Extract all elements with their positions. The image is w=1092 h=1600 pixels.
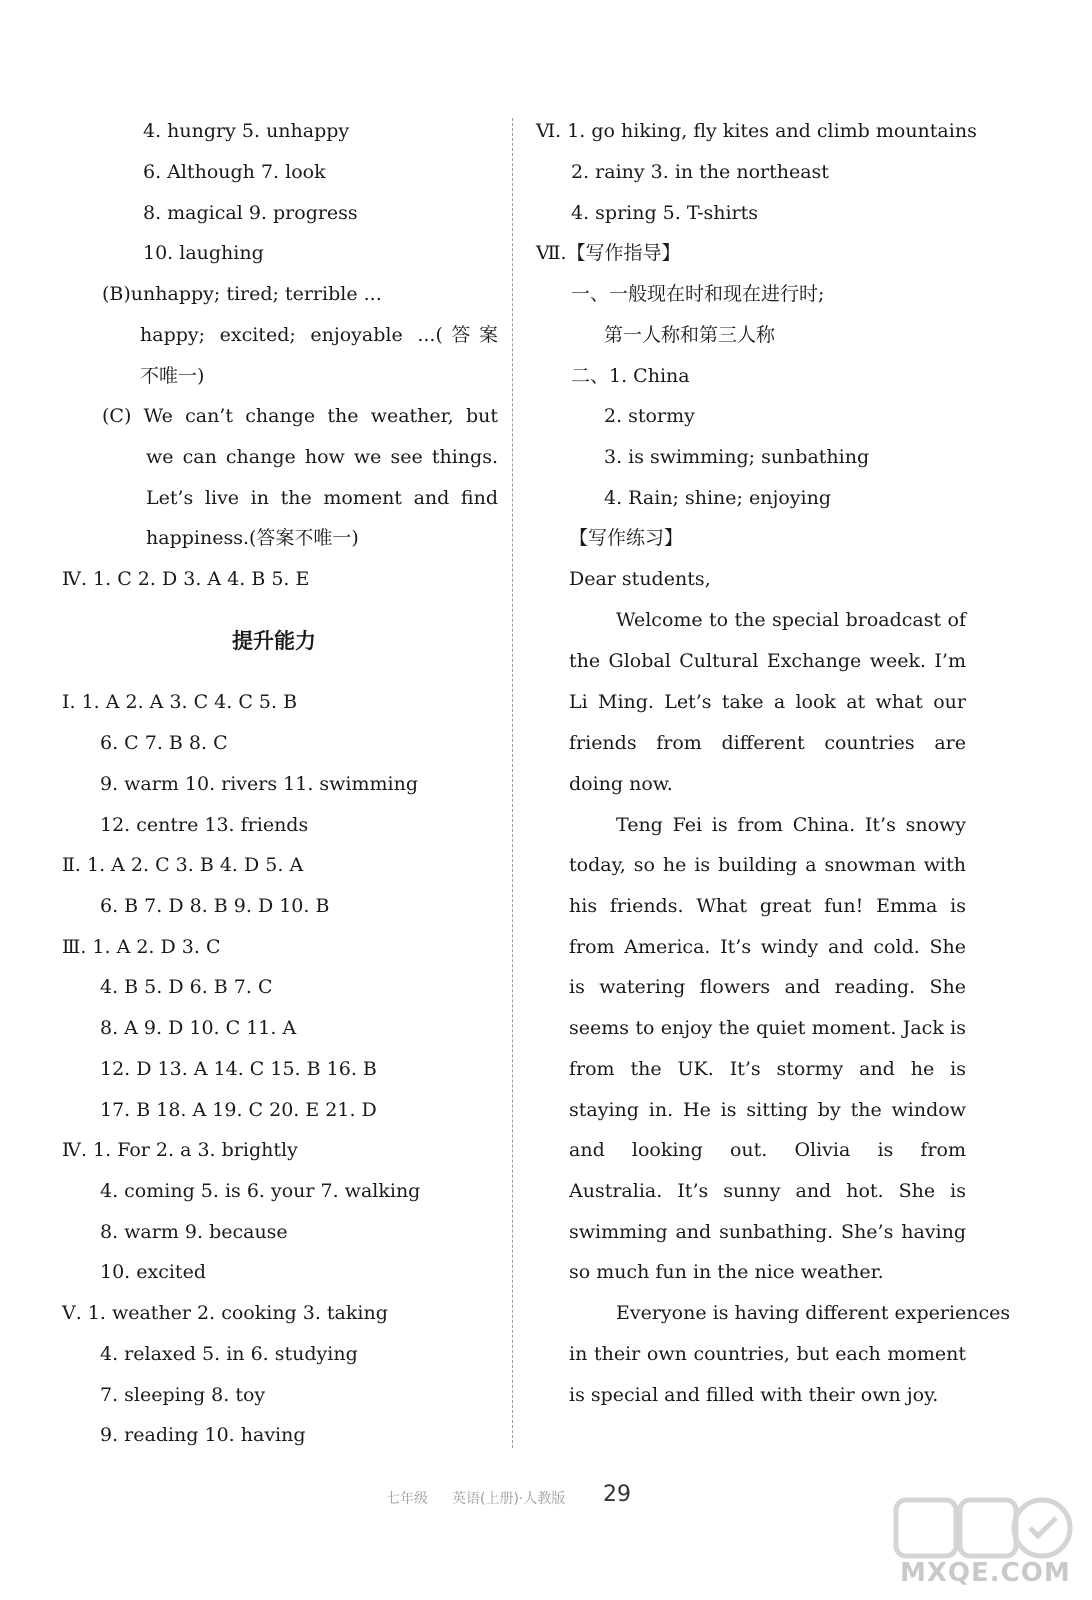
answer-line: 10. excited [100, 1261, 206, 1283]
answer-line: Let’s live in the moment and find [146, 487, 498, 509]
answer-line: happiness.(答案不唯一) [146, 527, 359, 549]
footer-subject: 英语(上册)·人教版 [452, 1491, 566, 1507]
answer-line: 4. spring 5. T-shirts [571, 202, 759, 224]
answer-line: 17. B 18. A 19. C 20. E 21. D [100, 1099, 377, 1121]
answer-line: 4. Rain; shine; enjoying [604, 487, 831, 509]
answer-line: 6. B 7. D 8. B 9. D 10. B [100, 895, 330, 917]
answer-line: Ⅱ. 1. A 2. C 3. B 4. D 5. A [62, 854, 304, 876]
essay-line: friends from different countries are [569, 732, 966, 754]
answer-line: 4. hungry 5. unhappy [143, 120, 350, 142]
essay-line: from the UK. It’s stormy and he is [569, 1058, 966, 1080]
answer-line: 一、一般现在时和现在进行时; [571, 283, 825, 305]
watermark-logo [892, 1494, 1077, 1594]
answer-line: 8. warm 9. because [100, 1221, 288, 1243]
answer-line: 9. reading 10. having [100, 1424, 306, 1446]
page-number: 29 [603, 1482, 631, 1507]
answer-line: happy; excited; enjoyable ...(答案 [140, 324, 498, 346]
answer-line: Ⅲ. 1. A 2. D 3. C [62, 936, 221, 958]
essay-line: is special and filled with their own joy. [569, 1384, 939, 1406]
answer-line: 7. sleeping 8. toy [100, 1384, 266, 1406]
column-divider [512, 118, 513, 1448]
essay-line: so much fun in the nice weather. [569, 1261, 884, 1283]
answer-line: Ⅵ. 1. go hiking, fly kites and climb mountains [536, 120, 977, 142]
answer-line: 3. is swimming; sunbathing [604, 446, 870, 468]
essay-line: the Global Cultural Exchange week. I’m [569, 650, 966, 672]
essay-line: his friends. What great fun! Emma is [569, 895, 966, 917]
essay-line: Australia. It’s sunny and hot. She is [569, 1180, 966, 1202]
writing-practice-heading: 【写作练习】 [569, 527, 684, 549]
answer-line: 8. magical 9. progress [143, 202, 358, 224]
answer-line: 10. laughing [143, 242, 264, 264]
essay-line: in their own countries, but each moment [569, 1343, 966, 1365]
essay-line: from America. It’s windy and cold. She [569, 936, 966, 958]
answer-line: 2. stormy [604, 405, 695, 427]
answer-line: 4. coming 5. is 6. your 7. walking [100, 1180, 421, 1202]
essay-line: today, so he is building a snowman with [569, 854, 966, 876]
section-heading: 提升能力 [232, 629, 316, 653]
answer-line: (B)unhappy; tired; terrible ... [102, 283, 382, 305]
answer-line: 2. rainy 3. in the northeast [571, 161, 829, 183]
essay-line: seems to enjoy the quiet moment. Jack is [569, 1017, 966, 1039]
answer-line: 6. C 7. B 8. C [100, 732, 228, 754]
answer-line: 不唯一) [140, 365, 205, 387]
essay-line: swimming and sunbathing. She’s having [569, 1221, 966, 1243]
writing-guide-heading: Ⅶ.【写作指导】 [536, 242, 681, 264]
answer-line: Ⅳ. 1. For 2. a 3. brightly [62, 1139, 298, 1161]
answer-line: 12. centre 13. friends [100, 814, 309, 836]
letter-greeting: Dear students, [569, 568, 711, 590]
essay-line: Welcome to the special broadcast of [616, 609, 966, 631]
answer-line: 9. warm 10. rivers 11. swimming [100, 773, 419, 795]
essay-line: staying in. He is sitting by the window [569, 1099, 966, 1121]
answer-line: 第一人称和第三人称 [604, 324, 776, 346]
footer-grade: 七年级 [386, 1491, 428, 1507]
answer-line: 8. A 9. D 10. C 11. A [100, 1017, 297, 1039]
essay-line: Li Ming. Let’s take a look at what our [569, 691, 966, 713]
answer-line: 4. relaxed 5. in 6. studying [100, 1343, 358, 1365]
answer-line: Ⅴ. 1. weather 2. cooking 3. taking [62, 1302, 388, 1324]
essay-line: Teng Fei is from China. It’s snowy [616, 814, 966, 836]
essay-line: doing now. [569, 773, 673, 795]
answer-line: 6. Although 7. look [143, 161, 326, 183]
section-iv-answers: Ⅳ. 1. C 2. D 3. A 4. B 5. E [62, 568, 310, 590]
answer-line: we can change how we see things. [146, 446, 498, 468]
answer-line: 二、1. China [571, 365, 690, 387]
essay-line: and looking out. Olivia is from [569, 1139, 966, 1161]
essay-line: is watering flowers and reading. She [569, 976, 966, 998]
answer-line: 12. D 13. A 14. C 15. B 16. B [100, 1058, 377, 1080]
answer-line: Ⅰ. 1. A 2. A 3. C 4. C 5. B [62, 691, 298, 713]
answer-line: (C) We can’t change the weather, but [102, 405, 498, 427]
essay-line: Everyone is having different experiences [616, 1302, 1011, 1324]
watermark-text: MXQE.COM [900, 1558, 1071, 1588]
answer-line: 4. B 5. D 6. B 7. C [100, 976, 273, 998]
